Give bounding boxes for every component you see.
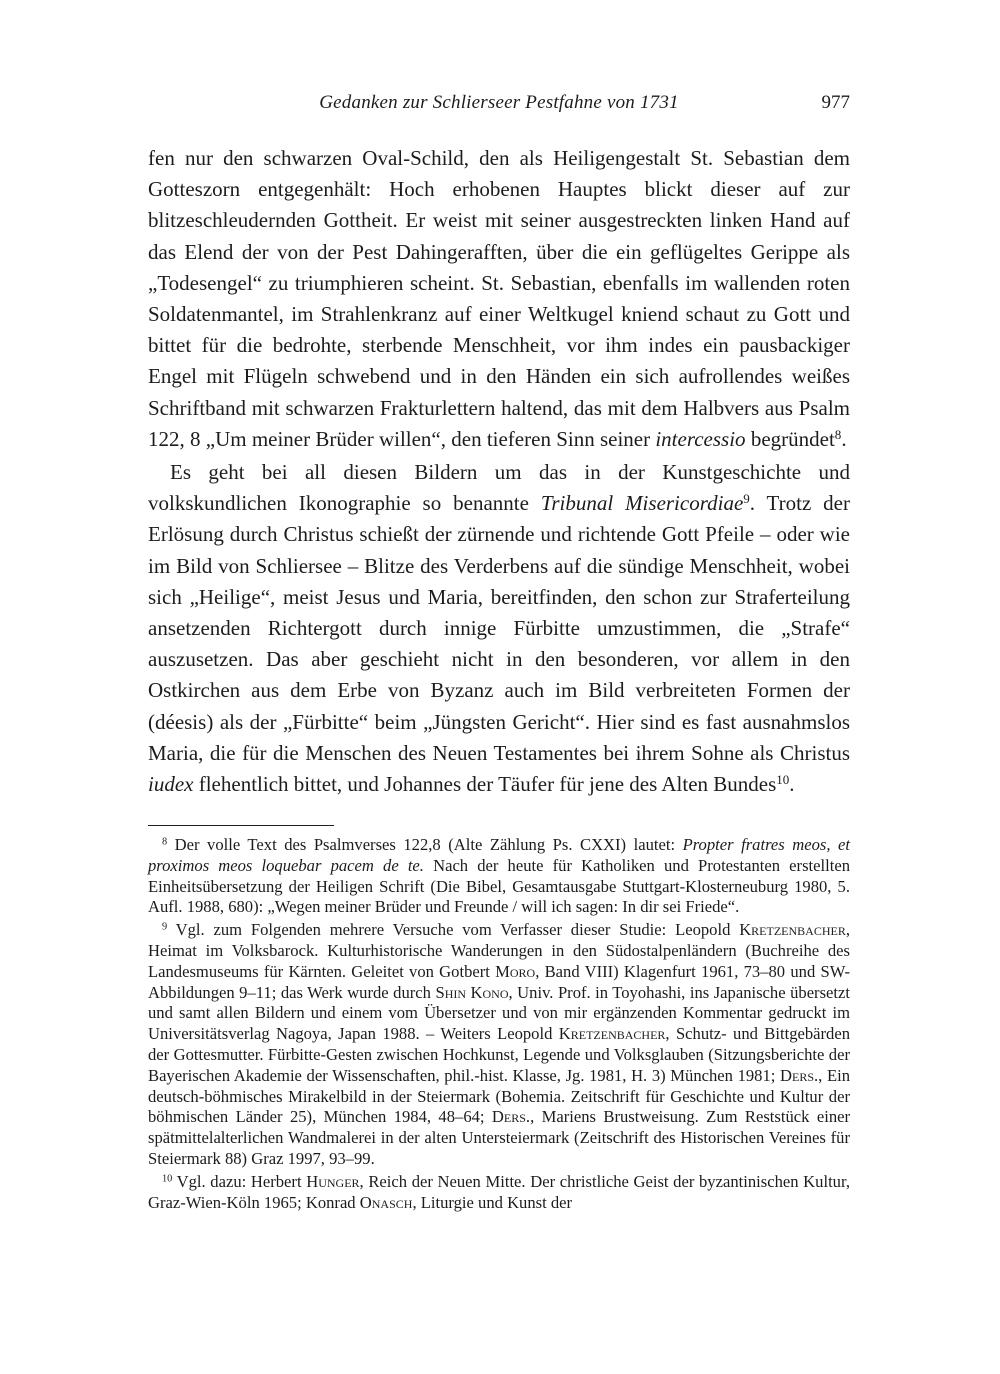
main-text (148, 143, 850, 800)
footnote-8: $^8$ Der volle Text des Psalmverses 122,8 (Alte Zählung Ps. CXXI) lautet: Propter fratres meos, et proximos meos loquebar pacem de te. Nach der heute für Katholiken und Protestanten erstellten Einheitsübersetzung der Heiligen Schrift (Die Bibel, Gesamtausgabe Stuttgart-Klosterneuburg 1980, 5. Aufl. 1988, 680): „Wegen meiner Brüder und Freunde / will ich sagen: In dir sei Friede“. (148, 835, 850, 917)
italic-term: Tribunal Misericordiae (540, 491, 744, 516)
footnote-reference[interactable]: 9 (743, 491, 750, 507)
footnote-10: $^{10}$ Vgl. dazu: Herbert Hunger, Reich der Neuen Mitte. Der christliche Geist der byzantinischen Kultur, Graz-Wien-Köln 1965; Konrad Onasch, Liturgie und Kunst der (148, 1171, 850, 1212)
italic-term: iudex (148, 772, 194, 797)
running-header (148, 92, 850, 122)
footnote-reference[interactable]: 10 (776, 771, 790, 787)
paragraph: Es geht bei all diesen Bildern um das in der Kunstgeschichte und volkskundlichen Ikonographie so benannte Tribunal Misericordiae$^9$. Trotz der Erlösung durch Christus schießt der zürnende und richtende Gott Pfeile – oder wie im Bild von Schliersee – Blitze des Verderbens auf die sündige Menschheit, wobei sich „Heilige“, meist Jesus und Maria, bereitfinden, den schon zur Straferteilung ansetzenden Richtergott durch innige Fürbitte umzustimmen, die „Strafe“ auszusetzen. Das aber geschieht nicht in den besonderen, vor allem in den Ostkirchen aus dem Erbe von Byzanz auch im Bild verbreiteten Formen der (déesis) als der „Fürbitte“ beim „Jüngsten Gericht“. Hier sind es fast ausnahmslos Maria, die für die Menschen des Neuen Testamentes bei ihrem Sohne als Christus iudex flehentlich bittet, und Johannes der Täufer für jene des Alten Bundes$^{10}$. (148, 460, 850, 797)
footnote-separator (148, 825, 334, 826)
author-name: Kretzenbacher (739, 920, 846, 940)
author-name: Ders. (491, 1107, 531, 1127)
italic-term: intercessio (655, 426, 746, 451)
author-name: Onasch (359, 1192, 413, 1212)
author-name: Shin Kono (435, 982, 509, 1002)
footnote-number: 10 (162, 1173, 173, 1185)
author-name: Moro (495, 961, 536, 981)
author-name: Ders. (780, 1065, 819, 1085)
author-name: Hunger (306, 1171, 360, 1191)
footnote-reference[interactable]: 8 (834, 426, 842, 442)
footnote-number: 8 (162, 836, 168, 848)
page-number: 977 (821, 92, 850, 113)
paragraph: fen nur den schwarzen Oval-Schild, den als Heiligengestalt St. Sebastian dem Gotteszorn entgegenhält: Hoch erhobenen Hauptes blickt dieser auf zur blitzeschleudernden Gottheit. Er weist mit seiner ausgestreckten linken Hand auf das Elend der von der Pest Dahingerafften, über die ein geflügeltes Gerippe als „Todesengel“ zu triumphieren scheint. St. Sebastian, ebenfalls im wallenden roten Soldatenmantel, im Strahlenkranz auf einer Weltkugel kniend schaut zu Gott und bittet für die bedrohte, sterbende Menschheit, vor ihm indes ein pausbackiger Engel mit Flügeln schwebend und in den Händen ein sich aufrollendes weißes Schriftband mit schwarzen Frakturlettern haltend, das mit dem Halbvers aus Psalm 122, 8 „Um meiner Brüder willen“, den tieferen Sinn seiner intercessio begründet$^8$. (148, 146, 850, 451)
footnote-number: 9 (162, 921, 168, 933)
footnotes (148, 835, 850, 1215)
footnote-9: $^9$ Vgl. zum Folgenden mehrere Versuche vom Verfasser dieser Studie: Leopold Kretzenbacher, Heimat im Volksbarock. Kulturhistorische Wanderungen in den Südostalpenländern (Buchreihe des Landesmuseums für Kärnten. Geleitet von Gotbert Moro, Band VIII) Klagenfurt 1961, 73–80 und SW-Abbildungen 9–11; das Werk wurde durch Shin Kono, Univ. Prof. in Toyohashi, ins Japanische übersetzt und samt allen Bildern und einem vom Übersetzer und von mir ergänzenden Kommentar gedruckt im Universitätsverlag Nagoya, Japan 1988. – Weiters Leopold Kretzenbacher, Schutz- und Bittgebärden der Gottesmutter. Fürbitte-Gesten zwischen Hochkunst, Legende und Volksglauben (Sitzungsberichte der Bayerischen Akademie der Wissenschaften, phil.-hist. Klasse, Jg. 1981, H. 3) München 1981; Ders., Ein deutsch-böhmisches Mirakelbild in der Steiermark (Bohemia. Zeitschrift für Geschichte und Kultur der böhmischen Länder 25), München 1984, 48–64; Ders., Mariens Brustweisung. Zum Reststück einer spätmittelalterlichen Wandmalerei in der alten Untersteiermark (Zeitschrift des Historischen Vereines für Steiermark 88) Graz 1997, 93–99. (148, 920, 851, 1168)
running-title: Gedanken zur Schlierseer Pestfahne von 1731 (319, 92, 679, 113)
author-name: Kretzenbacher (558, 1024, 666, 1044)
